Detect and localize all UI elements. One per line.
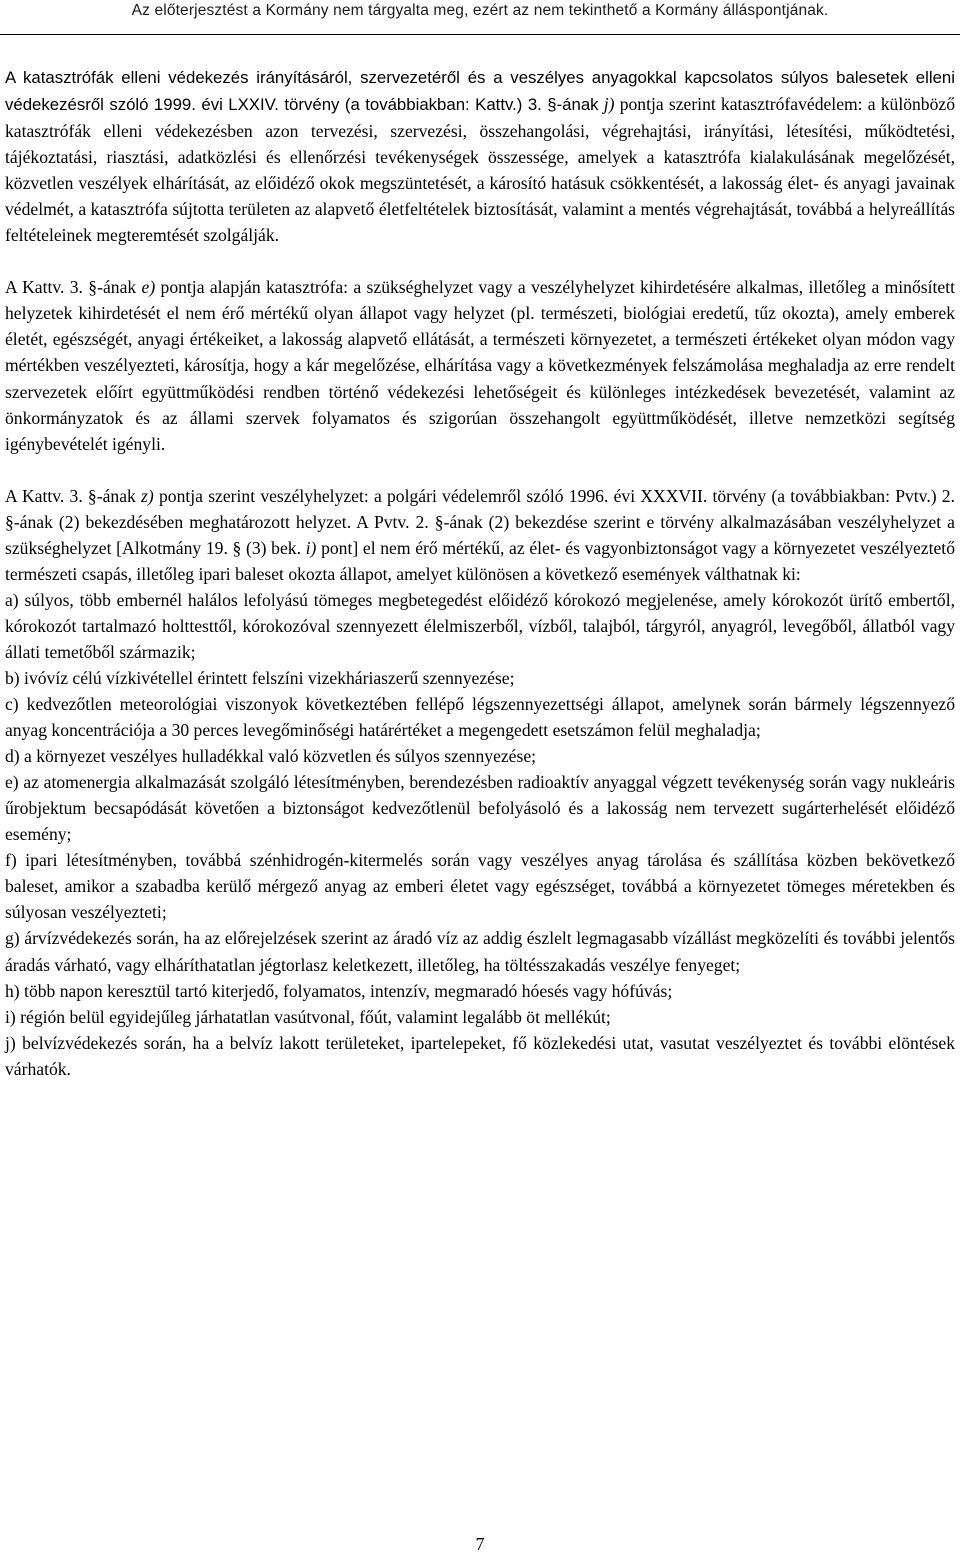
list-item: f) ipari létesítményben, továbbá szénhidrogén-kitermelés során vagy veszélyes anyag tárolása és szállítása közben bekövetkező baleset, amikor a szabadba kerülő mérgező anyag az emberi életet vagy egészséget, továbbá a környezetet tömeges méretekben és súlyosan veszélyezteti;	[5, 850, 955, 923]
list-item: d) a környezet veszélyes hulladékkal való közvetlen és súlyos szennyezése;	[5, 746, 537, 767]
paragraph-veszelyhelyzet	[5, 483, 955, 587]
paragraph-katasztrofavedelem	[5, 64, 955, 248]
point-label: z)	[141, 485, 154, 506]
list-item: b) ivóvíz célú vízkivétellel érintett felszíni vizekháriaszerű szennyezése;	[5, 667, 515, 688]
paragraph-lead: A Kattv. 3. §-ának	[5, 485, 136, 506]
list-item: a) súlyos, több embernél halálos lefolyású tömeges megbetegedést előidéző kórokozó megjelenése, amely kórokozót ürítő embertől, kórokozót tartalmazó holttesttől, kórokozóval szennyezett élelmiszerből, vízből, talajból, tárgyról, anyagról, levegőből, állatból vagy állati temetőből származik;	[5, 589, 955, 662]
paragraph-text: pontja alapján katasztrófa: a szükséghelyzet vagy a veszélyhelyzet kihirdetésére alkalmas, illetőleg a minősített helyzetek kihirdetését el nem érő mértékű olyan állapot vagy helyzet (pl. természeti, biológiai eredetű, tűz okozta), amely emberek életét, egészségét, anyagi értékeiket, a lakosság alapvető ellátását, a természeti környezetet, a természeti értékeket olyan módon vagy mértékben veszélyezteti, károsítja, hogy a kár megelőzése, elhárítása vagy a következmények felszámolása meghaladja az erre rendelt szervezetek előírt együttműködési rendben történő védekezési lehetőségeit és különleges intézkedések bevezetését, valamint az önkormányzatok és az állami szervek folyamatos és szigorúan összehangolt együttműködését, illetve nemzetközi segítség igénybevételét igényli.	[5, 277, 955, 454]
list-item: g) árvízvédekezés során, ha az előrejelzések szerint az áradó víz az addig észlelt legmagasabb vízállást megközelíti és további jelentős áradás várható, vagy elháríthatatlan jégtorlasz keletkezett, illetőleg, ha töltésszakadás veszélye fenyeget;	[5, 928, 955, 975]
point-label: e)	[141, 277, 156, 298]
header-rule	[0, 34, 960, 35]
paragraph-text: pont] el nem érő mértékű, az élet- és vagyonbiztonságot vagy a környezetet veszélyeztető természeti csapás, illetőleg ipari baleset okozta állapot, amelyet különösen a következő események válthatnak ki:	[5, 537, 955, 584]
point-label: j)	[603, 94, 615, 115]
paragraph-lead: A katasztrófák elleni védekezés irányításáról, szervezetéről és a veszélyes anyagokkal kapcsolatos súlyos balesetek elleni védekezésről szóló 1999. évi LXXIV. törvény (a továbbiakban: Kattv.) 3. §-ának	[5, 68, 955, 115]
list-item: i) régión belül egyidejűleg járhatatlan vasútvonal, főút, valamint legalább öt mellékút;	[5, 1006, 611, 1027]
page-number: 7	[475, 1534, 485, 1554]
list-item: e) az atomenergia alkalmazását szolgáló létesítményben, berendezésben radioaktív anyaggal végzett tevékenység során vagy nukleáris űrobjektum becsapódását követően a biztonságot kedvezőtlenül befolyásoló és a lakosság nem tervezett sugárterhelését előidéző esemény;	[5, 772, 955, 845]
paragraph-lead: A Kattv. 3. §-ának	[5, 277, 137, 298]
disclaimer-header: Az előterjesztést a Kormány nem tárgyalta meg, ezért az nem tekinthető a Kormány álláspontjának.	[131, 2, 829, 19]
paragraph-text: pontja szerint katasztrófavédelem: a különböző katasztrófák elleni védekezésben azon tervezési, szervezési, összehangolási, végrehajtási, irányítási, létesítési, működtetési, tájékoztatási, riasztási, adatközlési és ellenőrzési tevékenységek összessége, amelyek a katasztrófa kialakulásának megelőzését, közvetlen veszélyek elhárítását, az előidéző okok megszüntetését, a károsító hatásuk csökkentését, a lakosság élet- és anyagi javainak védelmét, a katasztrófa sújtotta területen az alapvető életfeltételek biztosítását, valamint a mentés végrehajtását, továbbá a helyreállítás feltételeinek megteremtését szolgálják.	[5, 94, 956, 246]
point-label: i)	[305, 537, 317, 558]
list-item: h) több napon keresztül tartó kiterjedő, folyamatos, intenzív, megmaradó hóesés vagy hófúvás;	[5, 980, 673, 1001]
paragraph-katasztrofa	[5, 274, 955, 456]
document-body	[5, 64, 955, 1082]
list-item: j) belvízvédekezés során, ha a belvíz lakott területeket, ipartelepeket, fő közlekedési utat, vasutat veszélyeztet és további elöntések várhatók.	[5, 1032, 955, 1079]
list-item: c) kedvezőtlen meteorológiai viszonyok következtében fellépő légszennyezettségi állapot, amelynek során bármely légszennyező anyag koncentrációja a 30 perces levegőminőségi határértéket a megengedett esetszámon felül meghaladja;	[5, 694, 955, 741]
paragraph-text: pontja szerint veszélyhelyzet: a polgári védelemről szóló 1996. évi XXXVII. törvény (a továbbiakban: Pvtv.) 2. §-ának (2) bekezdésében meghatározott helyzet. A Pvtv. 2. §-ának (2) bekezdése szerint e törvény alkalmazásában veszélyhelyzet a szükséghelyzet [Alkotmány 19. § (3) bek.	[5, 485, 955, 558]
